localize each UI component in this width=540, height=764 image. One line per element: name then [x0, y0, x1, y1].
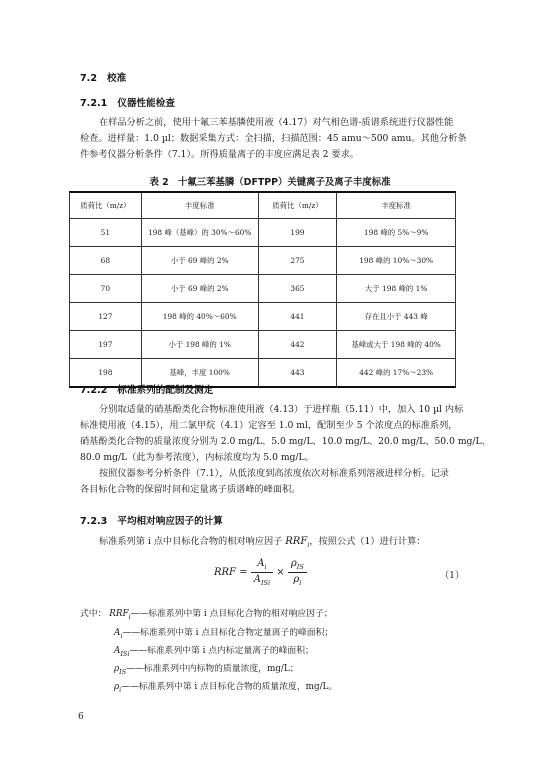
legend-symbol: $A_{ISi}$ [114, 646, 130, 658]
table-caption: 表 2 十氟三苯基膦（DFTPP）关键离子及离子丰度标准 [149, 177, 391, 188]
table-cell: 441 [258, 303, 337, 331]
section-title: 标准系列的配制及测定 [117, 385, 214, 396]
table-cell: 275 [258, 247, 337, 275]
table-cell: 443 [258, 359, 337, 388]
table-row [70, 219, 456, 247]
paragraph-line: 80.0 mg/L（此为参考浓度），内标浓度均为 5.0 mg/L。 [80, 452, 314, 463]
dftpp-table [69, 191, 456, 388]
paragraph-line: 分别取适量的硝基酚类化合物标准使用液（4.13）于进样瓶（5.11）中，加入 10 µl 内标 [99, 404, 464, 415]
legend-symbol: $\rho_{IS}$ [114, 664, 127, 676]
rrf-intro-text-end: ，按照公式（1）进行计算： [309, 536, 426, 547]
table-cell: 68 [70, 247, 142, 275]
legend-row-rrf [80, 606, 333, 621]
legend-row-aisi [114, 643, 314, 658]
legend-symbol: $RRF_i$ [109, 609, 131, 621]
section-heading-7-2-3 [80, 513, 223, 527]
table-row [70, 247, 456, 275]
legend-symbol: $\rho_i$ [114, 682, 122, 694]
section-heading-7-2 [80, 70, 126, 84]
paragraph-line: 在样品分析之前，使用十氟三苯基膦使用液（4.17）对气相色谱-质谱系统进行仪器性能 [99, 117, 454, 128]
legend-text: ——标准系列中第 i 点目标化合物的质量浓度，mg/L。 [121, 682, 338, 692]
table-cell: 基峰，丰度 100% [141, 359, 258, 388]
table-cell: 大于 198 峰的 1% [337, 275, 456, 303]
paragraph-line: 标准使用液（4.15），用二氯甲烷（4.1）定容至 1.0 ml，配制至少 5 个浓度点的标准系列， [80, 420, 458, 431]
table-cell: 小于 69 峰的 2% [141, 275, 258, 303]
table-row [70, 331, 456, 359]
table-header-cell: 质荷比（m/z） [70, 192, 142, 219]
table-row [70, 275, 456, 303]
table-cell: 198 [70, 359, 142, 388]
page-number: 6 [78, 712, 84, 722]
formula-number: （1） [440, 570, 465, 581]
fraction-concentration: $\frac{\rho_{IS}}{\rho_i}$ [288, 558, 307, 587]
legend-text: ——标准系列中第 i 点目标化合物的相对响应因子； [130, 609, 333, 619]
table-cell: 199 [258, 219, 337, 247]
legend-row-rho-is [114, 661, 299, 676]
paragraph-line: 件参考仪器分析条件（7.1）。所得质量离子的丰度应满足表 2 要求。 [80, 149, 359, 160]
section-title: 仪器性能检查 [117, 98, 175, 109]
table-cell: 197 [70, 331, 142, 359]
where-label: 式中： [80, 609, 107, 619]
legend-text: ——标准系列中第 i 点内标定量离子的峰面积； [129, 646, 314, 656]
table-cell: 基峰或大于 198 峰的 40% [337, 331, 456, 359]
table-header-cell: 丰度标准 [337, 192, 456, 219]
paragraph-instrument-check [80, 115, 467, 163]
table-cell: 365 [258, 275, 337, 303]
section-heading-7-2-2 [80, 382, 213, 396]
table-cell: 198 峰的 10%～30% [337, 247, 456, 275]
table-cell: 442 峰的 17%～23% [337, 359, 456, 388]
section-number: 7.2.1 [80, 98, 108, 109]
section-title: 校准 [107, 73, 127, 84]
section-number: 7.2.2 [80, 385, 108, 396]
table-cell: 442 [258, 331, 337, 359]
section-title: 平均相对响应因子的计算 [117, 516, 223, 527]
section-heading-7-2-1 [80, 95, 175, 109]
paragraph-line: 检查。进样量：1.0 µl；数据采集方式：全扫描，扫描范围：45 amu～500 amu。其他分析条 [80, 133, 467, 144]
paragraph-standard-series [80, 402, 491, 498]
legend-row-rho-i [114, 679, 337, 694]
table-cell: 198 峰的 40%～60% [141, 303, 258, 331]
table-cell: 127 [70, 303, 142, 331]
legend-text: ——标准系列中内标物的质量浓度，mg/L； [126, 664, 299, 674]
table-row [70, 303, 456, 331]
rrf-intro [99, 534, 425, 553]
paragraph-line: 各目标化合物的保留时间和定量离子质谱峰的峰面积。 [80, 484, 301, 495]
table-header-cell: 质荷比（m/z） [258, 192, 337, 219]
table-cell: 198 峰（基峰）的 30%～60% [141, 219, 258, 247]
legend-text: ——标准系列中第 i 点目标化合物定量离子的峰面积； [122, 628, 334, 638]
table-cell: 70 [70, 275, 142, 303]
paragraph-line: 按照仪器参考分析条件（7.1），从低浓度到高浓度依次对标准系列溶液进样分析。记录 [99, 468, 449, 479]
rrf-intro-text: 标准系列第 i 点中目标化合物的相对响应因子 [99, 536, 283, 547]
legend-symbol: $A_i$ [114, 628, 123, 640]
table-header-cell: 丰度标准 [141, 192, 258, 219]
section-number: 7.2.3 [80, 516, 108, 527]
table-cell: 小于 198 峰的 1% [141, 331, 258, 359]
table-cell: 51 [70, 219, 142, 247]
rrf-symbol: $RRF_i$ [285, 536, 310, 549]
table-header-row [70, 192, 456, 219]
table-cell: 小于 69 峰的 2% [141, 247, 258, 275]
table-cell: 198 峰的 5%～9% [337, 219, 456, 247]
fraction-area: $\frac{A_i}{A_{ISi}}$ [251, 558, 273, 587]
section-number: 7.2 [80, 73, 97, 84]
table-cell: 存在且小于 443 峰 [337, 303, 456, 331]
rrf-formula: RRF = $\frac{A_i}{A_{ISi}}$ × $\frac{\rho_{IS}}{\rho_i}$ [214, 558, 307, 587]
legend-row-ai [114, 625, 333, 640]
paragraph-line: 硝基酚类化合物的质量浓度分别为 2.0 mg/L、5.0 mg/L、10.0 mg/L、20.0 mg/L、50.0 mg/L、 [80, 436, 491, 447]
